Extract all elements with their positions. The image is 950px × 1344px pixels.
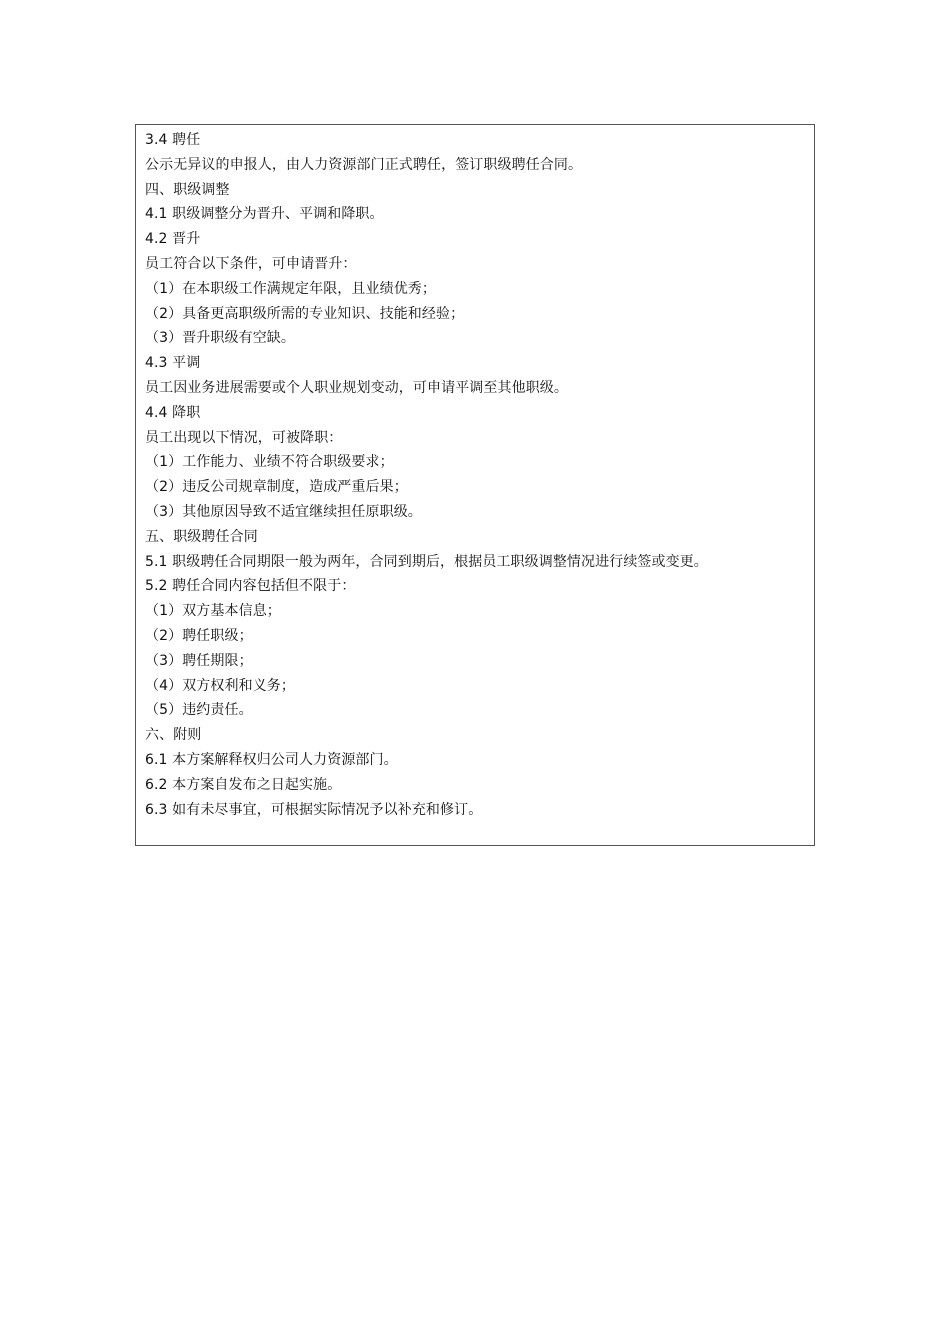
paragraph: 6.1 本方案解释权归公司人力资源部门。 (145, 751, 398, 768)
list-item: （3）晋升职级有空缺。 (145, 330, 296, 347)
paragraph: 6.2 本方案自发布之日起实施。 (145, 776, 342, 793)
chapter-heading-4: 四、职级调整 (145, 181, 230, 198)
paragraph: 5.1 职级聘任合同期限一般为两年，合同到期后，根据员工职级调整情况进行续签或变更。 (145, 553, 708, 570)
content-box (135, 124, 815, 846)
section-heading-4-3: 4.3 平调 (145, 355, 201, 372)
paragraph: 6.3 如有未尽事宜，可根据实际情况予以补充和修订。 (145, 801, 483, 818)
list-item: （1）工作能力、业绩不符合职级要求； (145, 454, 394, 471)
paragraph: 5.2 聘任合同内容包括但不限于： (145, 578, 356, 595)
paragraph: 员工因业务进展需要或个人职业规划变动，可申请平调至其他职级。 (145, 379, 568, 396)
chapter-heading-5: 五、职级聘任合同 (145, 528, 258, 545)
paragraph: 员工出现以下情况，可被降职： (145, 429, 343, 446)
list-item: （1）双方基本信息； (145, 603, 281, 620)
list-item: （3）其他原因导致不适宜继续担任原职级。 (145, 503, 422, 520)
list-item: （1）在本职级工作满规定年限，且业绩优秀； (145, 280, 437, 297)
list-item: （2）聘任职级； (145, 627, 253, 644)
list-item: （2）具备更高职级所需的专业知识、技能和经验； (145, 305, 465, 322)
paragraph: 4.1 职级调整分为晋升、平调和降职。 (145, 206, 384, 223)
section-heading-4-4: 4.4 降职 (145, 404, 201, 421)
paragraph: 员工符合以下条件，可申请晋升： (145, 255, 357, 272)
list-item: （3）聘任期限； (145, 652, 253, 669)
section-heading-3-4: 3.4 聘任 (145, 132, 201, 148)
section-heading-4-2: 4.2 晋升 (145, 231, 201, 248)
chapter-heading-6: 六、附则 (145, 727, 202, 744)
list-item: （4）双方权利和义务； (145, 677, 296, 694)
paragraph: 公示无异议的申报人，由人力资源部门正式聘任，签订职级聘任合同。 (145, 156, 583, 173)
list-item: （5）违约责任。 (145, 702, 253, 719)
list-item: （2）违反公司规章制度，造成严重后果； (145, 479, 408, 496)
